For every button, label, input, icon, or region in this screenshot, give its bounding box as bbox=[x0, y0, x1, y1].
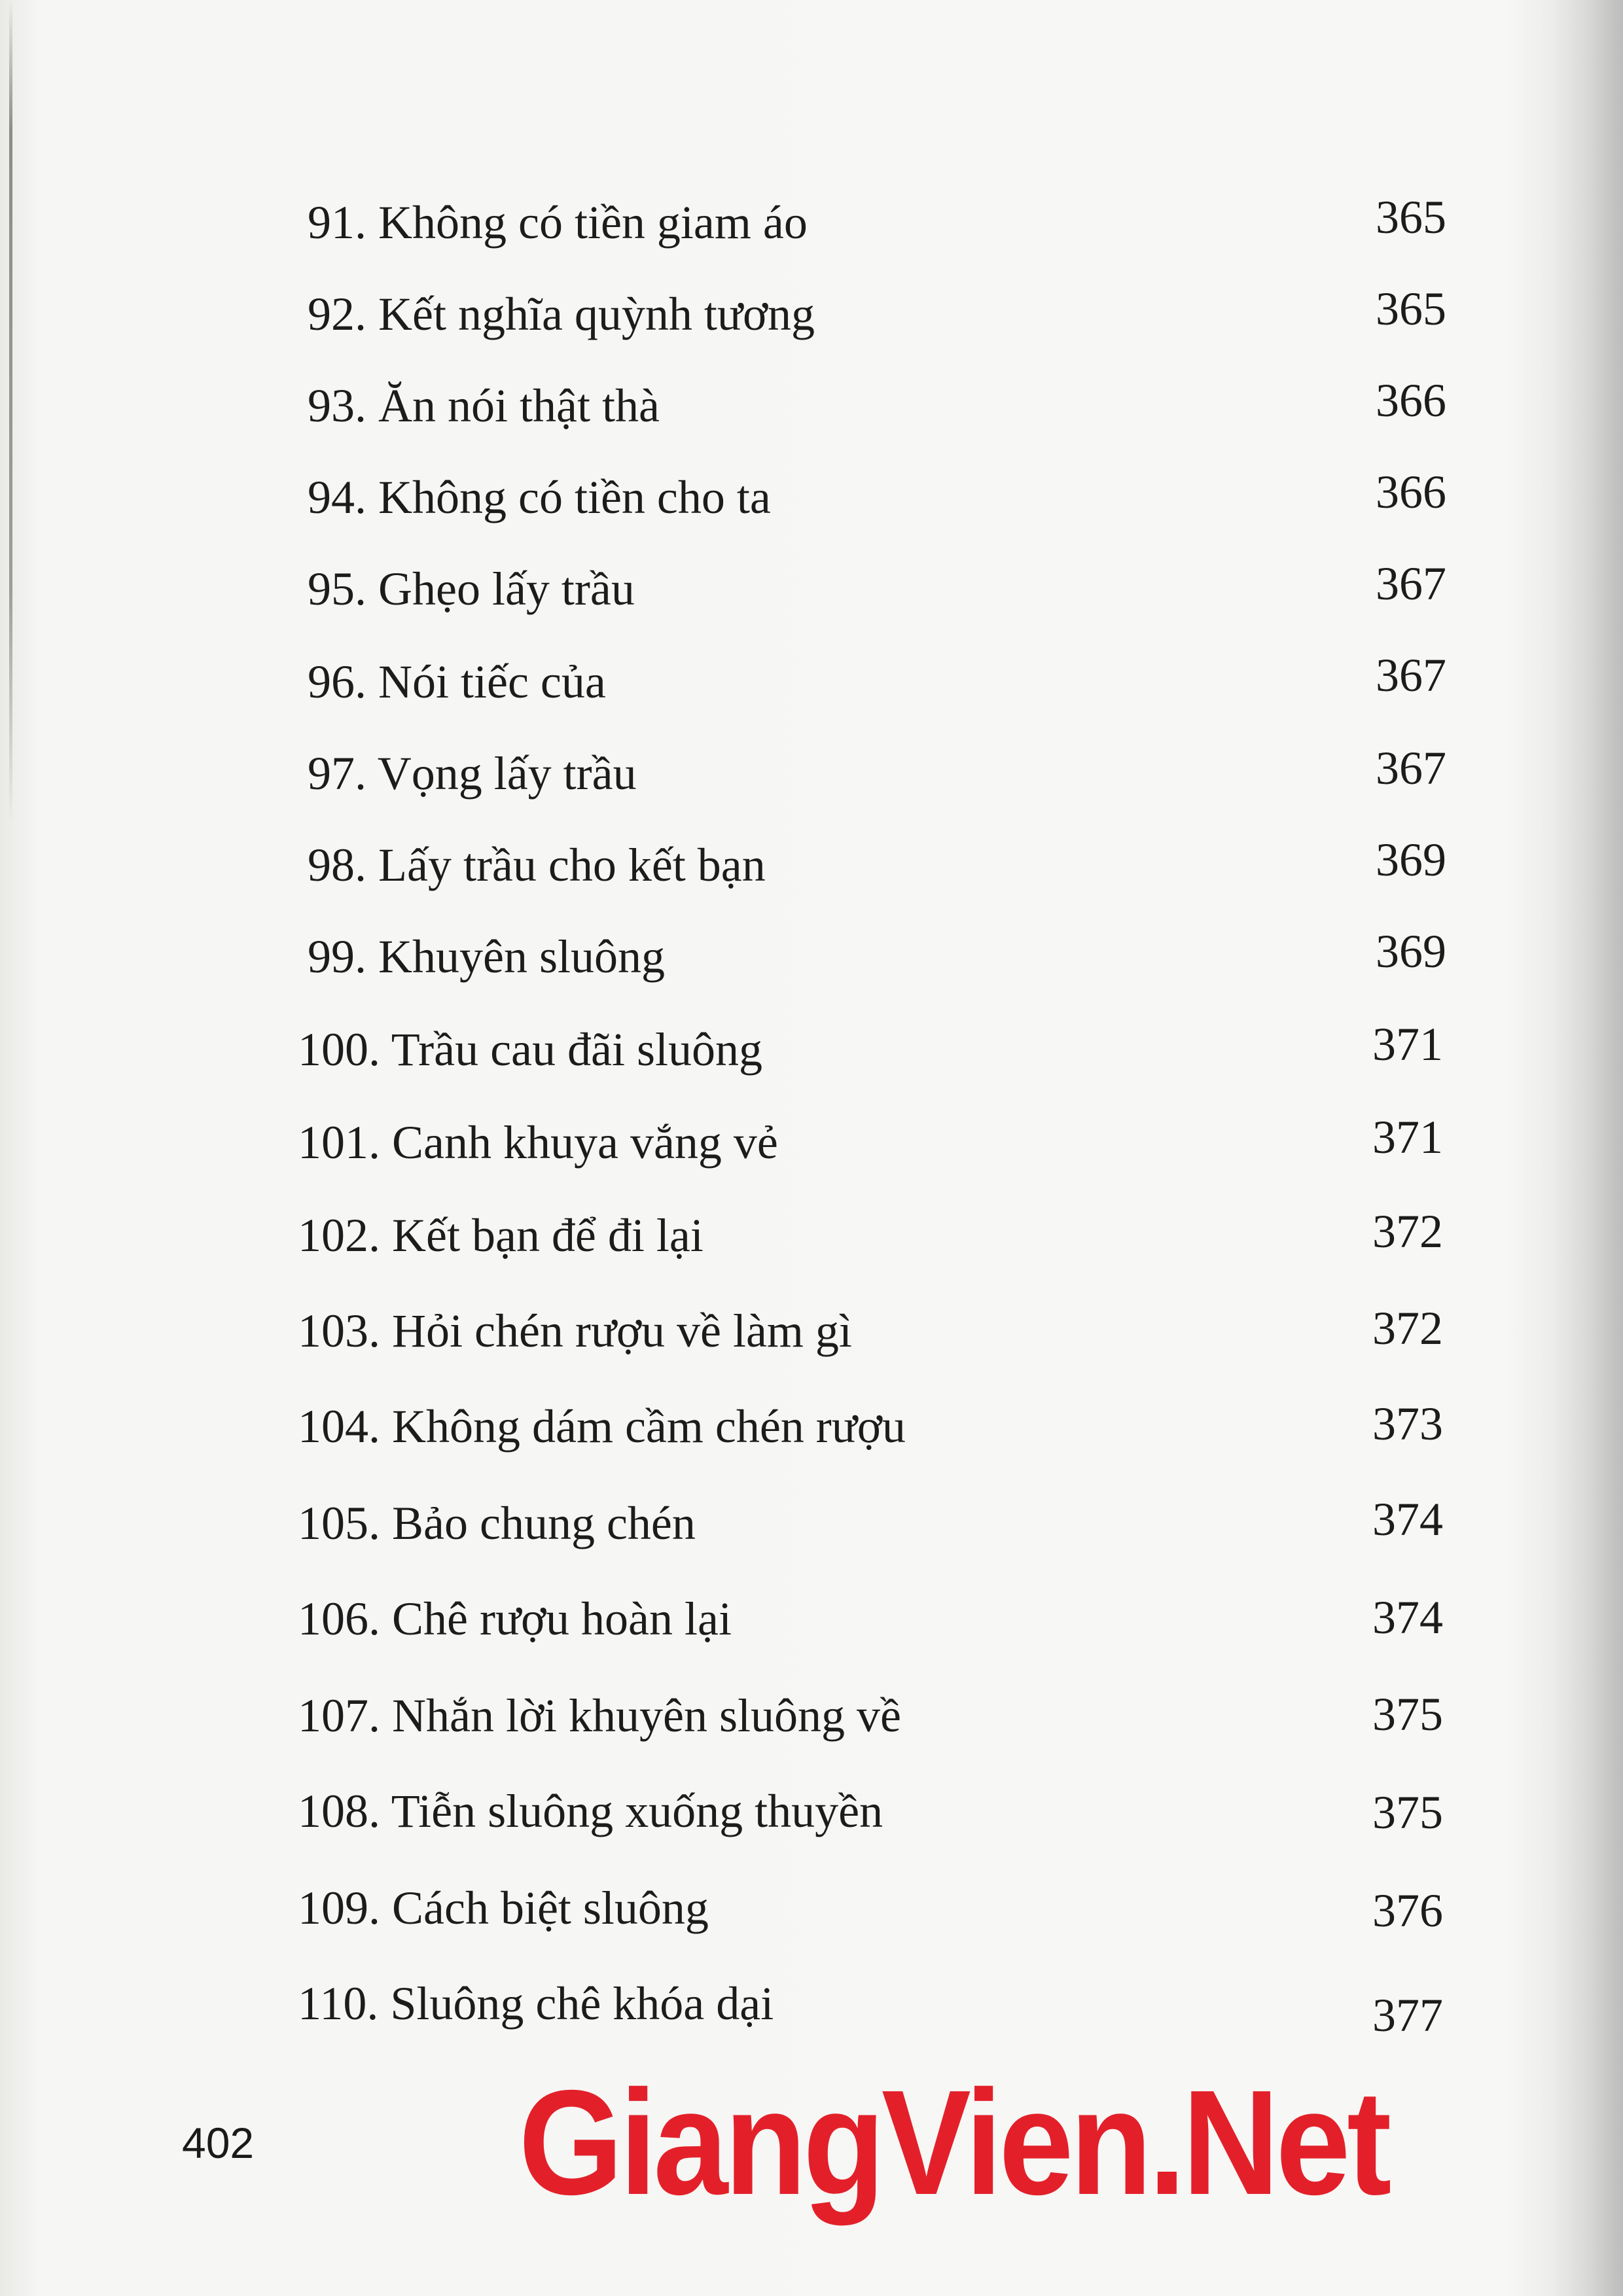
toc-entry-page: 377 bbox=[1372, 1989, 1443, 2041]
toc-entry-title: 95. Ghẹo lấy trầu bbox=[308, 563, 635, 615]
toc-entry bbox=[298, 1298, 1459, 1364]
toc-entry-title: 96. Nói tiếc của bbox=[308, 656, 606, 708]
toc-entry-title: 106. Chê rượu hoàn lại bbox=[298, 1593, 732, 1645]
toc-entry-page: 375 bbox=[1372, 1688, 1443, 1740]
toc-entry bbox=[298, 1110, 1459, 1175]
toc-entry-title: 91. Không có tiền giam áo bbox=[308, 196, 808, 249]
toc-entry-page: 366 bbox=[1376, 374, 1446, 427]
toc-entry bbox=[308, 924, 1459, 989]
toc-entry-page: 371 bbox=[1372, 1018, 1443, 1070]
toc-entry bbox=[308, 373, 1459, 438]
page-number: 402 bbox=[182, 2119, 255, 2167]
toc-entry-title: 105. Bảo chung chén bbox=[298, 1497, 696, 1549]
toc-entry-title: 100. Trầu cau đãi sluông bbox=[298, 1023, 762, 1076]
toc-entry bbox=[298, 1683, 1459, 1748]
toc-entry-page: 367 bbox=[1376, 649, 1446, 701]
toc-entry bbox=[308, 190, 1459, 255]
toc-entry-title: 110. Sluông chê khóa dại bbox=[298, 1977, 774, 2030]
toc-entry-page: 374 bbox=[1372, 1591, 1443, 1644]
toc-entry-title: 108. Tiễn sluông xuống thuyền bbox=[298, 1785, 883, 1837]
toc-entry-title: 94. Không có tiền cho ta bbox=[308, 471, 771, 523]
toc-entry-title: 102. Kết bạn để đi lại bbox=[298, 1209, 704, 1262]
toc-entry-title: 93. Ăn nói thật thà bbox=[308, 380, 660, 432]
toc-entry bbox=[308, 741, 1459, 806]
toc-entry-page: 372 bbox=[1372, 1302, 1443, 1354]
toc-entry bbox=[308, 465, 1459, 530]
toc-entry-title: 97. Vọng lấy trầu bbox=[308, 747, 637, 800]
toc-entry bbox=[298, 1394, 1459, 1459]
toc-entry-title: 99. Khuyên sluông bbox=[308, 930, 665, 983]
watermark-logo: GiangVien.Net bbox=[518, 2060, 1389, 2226]
toc-entry-title: 98. Lấy trầu cho kết bạn bbox=[308, 839, 766, 891]
toc-entry-page: 369 bbox=[1376, 925, 1446, 978]
toc-entry-page: 365 bbox=[1376, 283, 1446, 335]
toc-entry bbox=[298, 1971, 1459, 2041]
toc-entry-title: 104. Không dám cầm chén rượu bbox=[298, 1400, 906, 1453]
toc-entry-page: 371 bbox=[1372, 1111, 1443, 1163]
toc-entry-page: 373 bbox=[1372, 1398, 1443, 1450]
toc-entry-title: 103. Hỏi chén rượu về làm gì bbox=[298, 1305, 852, 1357]
toc-entry bbox=[308, 556, 1459, 622]
toc-entry-page: 367 bbox=[1376, 742, 1446, 794]
toc-entry-page: 367 bbox=[1376, 557, 1446, 610]
toc-entry bbox=[298, 1017, 1459, 1082]
toc-entry bbox=[298, 1203, 1459, 1268]
toc-entry-page: 369 bbox=[1376, 834, 1446, 886]
toc-entry-page: 374 bbox=[1372, 1493, 1443, 1545]
toc-entry bbox=[308, 832, 1459, 898]
toc-entry-page: 366 bbox=[1376, 466, 1446, 518]
toc-entry bbox=[298, 1778, 1459, 1844]
toc-entry-page: 372 bbox=[1372, 1205, 1443, 1258]
toc-entry bbox=[308, 281, 1459, 347]
toc-entry bbox=[308, 649, 1459, 715]
toc-entry-title: 109. Cách biệt sluông bbox=[298, 1882, 709, 1934]
toc-entry-page: 365 bbox=[1376, 191, 1446, 243]
toc-entry-title: 101. Canh khuya vắng vẻ bbox=[298, 1116, 778, 1169]
toc-entry bbox=[298, 1491, 1459, 1556]
toc-entry-title: 92. Kết nghĩa quỳnh tương bbox=[308, 288, 815, 340]
toc-entry bbox=[298, 1586, 1459, 1651]
toc-entry-page: 375 bbox=[1372, 1786, 1443, 1839]
toc-entry-page: 376 bbox=[1372, 1884, 1443, 1937]
toc-entry-title: 107. Nhắn lời khuyên sluông về bbox=[298, 1689, 901, 1742]
toc-entry bbox=[298, 1875, 1459, 1941]
